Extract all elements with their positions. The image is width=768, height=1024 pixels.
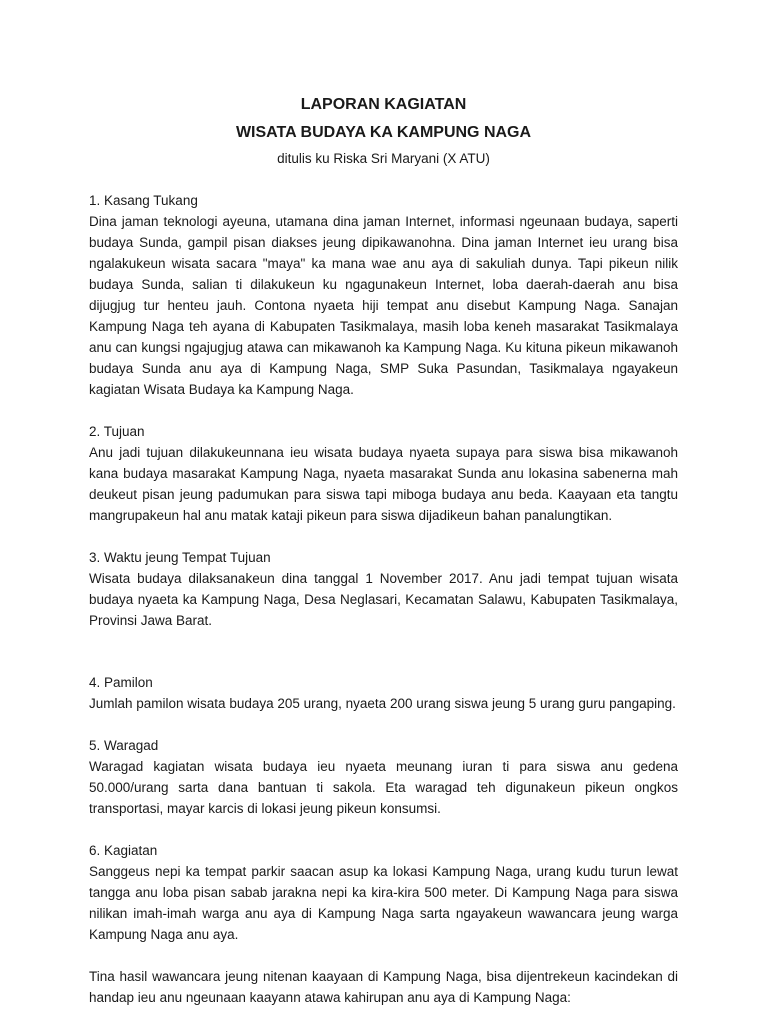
section-heading: 4. Pamilon	[89, 675, 153, 690]
section-paragraph: Dina jaman teknologi ayeuna, utamana dina jaman Internet, informasi ngeunaan budaya, saperti budaya Sunda, gampil pisan diakses jeung dipikawanohna. Dina jaman Internet ieu urang bisa ngalakukeun wisata sacara "maya" ka mana wae anu aya di sakuliah dunya. Tapi pikeun nilik budaya Sunda, salian ti dilakukeun ku ngagunakeun Internet, loba daerah-daerah anu bisa dijugjug tur henteu jauh. Contona nyaeta hiji tempat anu disebut Kampung Naga. Sanajan Kampung Naga teh ayana di Kabupaten Tasikmalaya, masih loba keneh masarakat Tasikmalaya anu can kungsi ngajugjug atawa can mikawanoh ka Kampung Naga. Ku kituna pikeun mikawanoh budaya Sunda anu aya di Kampung Naga, SMP Suka Pasundan, Tasikmalaya ngayakeun kagiatan Wisata Budaya ka Kampung Naga.	[89, 214, 678, 397]
section-paragraph: Tina hasil wawancara jeung nitenan kaayaan di Kampung Naga, bisa dijentrekeun kacindekan di handap ieu anu ngeunaan kaayann atawa kahirupan anu aya di Kampung Naga:	[89, 969, 678, 1005]
document-page	[89, 94, 678, 1008]
section-pamilon	[89, 672, 678, 714]
section-tujuan	[89, 421, 678, 526]
section-heading: 6. Kagiatan	[89, 843, 158, 858]
section-waragad	[89, 735, 678, 819]
section-paragraph: Sanggeus nepi ka tempat parkir saacan asup ka lokasi Kampung Naga, urang kudu turun lewat tangga anu loba pisan sabab jarakna nepi ka kira-kira 500 meter. Di Kampung Naga para siswa nilikan imah-imah warga anu aya di Kampung Naga sarta ngayakeun wawancara jeung warga Kampung Naga anu aya.	[89, 864, 678, 942]
document-title: LAPORAN KAGIATAN	[300, 96, 467, 113]
section-heading: 5. Waragad	[89, 738, 159, 753]
section-heading: 1. Kasang Tukang	[89, 193, 198, 208]
section-kasang-tukang	[89, 190, 678, 400]
section-waktu-tempat	[89, 547, 678, 631]
section-paragraph: Wisata budaya dilaksanakeun dina tanggal 1 November 2017. Anu jadi tempat tujuan wisata budaya nyaeta ka Kampung Naga, Desa Neglasari, Kecamatan Salawu, Kabupaten Tasikmalaya, Provinsi Jawa Barat.	[89, 571, 678, 628]
section-paragraph: Jumlah pamilon wisata budaya 205 urang, nyaeta 200 urang siswa jeung 5 urang guru pangaping.	[89, 696, 676, 711]
document-author: ditulis ku Riska Sri Maryani (X ATU)	[277, 151, 490, 166]
section-paragraph: Anu jadi tujuan dilakukeunnana ieu wisata budaya nyaeta supaya para siswa bisa mikawanoh kana budaya masarakat Kampung Naga, nyaeta masarakat Sunda anu lokasina sabenerna mah deukeut pisan jeung padumukan para siswa tapi miboga budaya anu beda. Kaayaan eta tangtu mangrupakeun hal anu matak kataji pikeun para siswa dijadikeun bahan panalungtikan.	[89, 445, 678, 523]
section-heading: 3. Waktu jeung Tempat Tujuan	[89, 550, 271, 565]
section-paragraph: Waragad kagiatan wisata budaya ieu nyaeta meunang iuran ti para siswa anu gedena 50.000/urang sarta dana bantuan ti sakola. Eta waragad teh digunakeun pikeun ongkos transportasi, mayar karcis di lokasi jeung pikeun konsumsi.	[89, 759, 678, 816]
section-heading: 2. Tujuan	[89, 424, 145, 439]
section-kagiatan	[89, 840, 678, 1008]
document-subtitle: WISATA BUDAYA KA KAMPUNG NAGA	[235, 124, 532, 141]
